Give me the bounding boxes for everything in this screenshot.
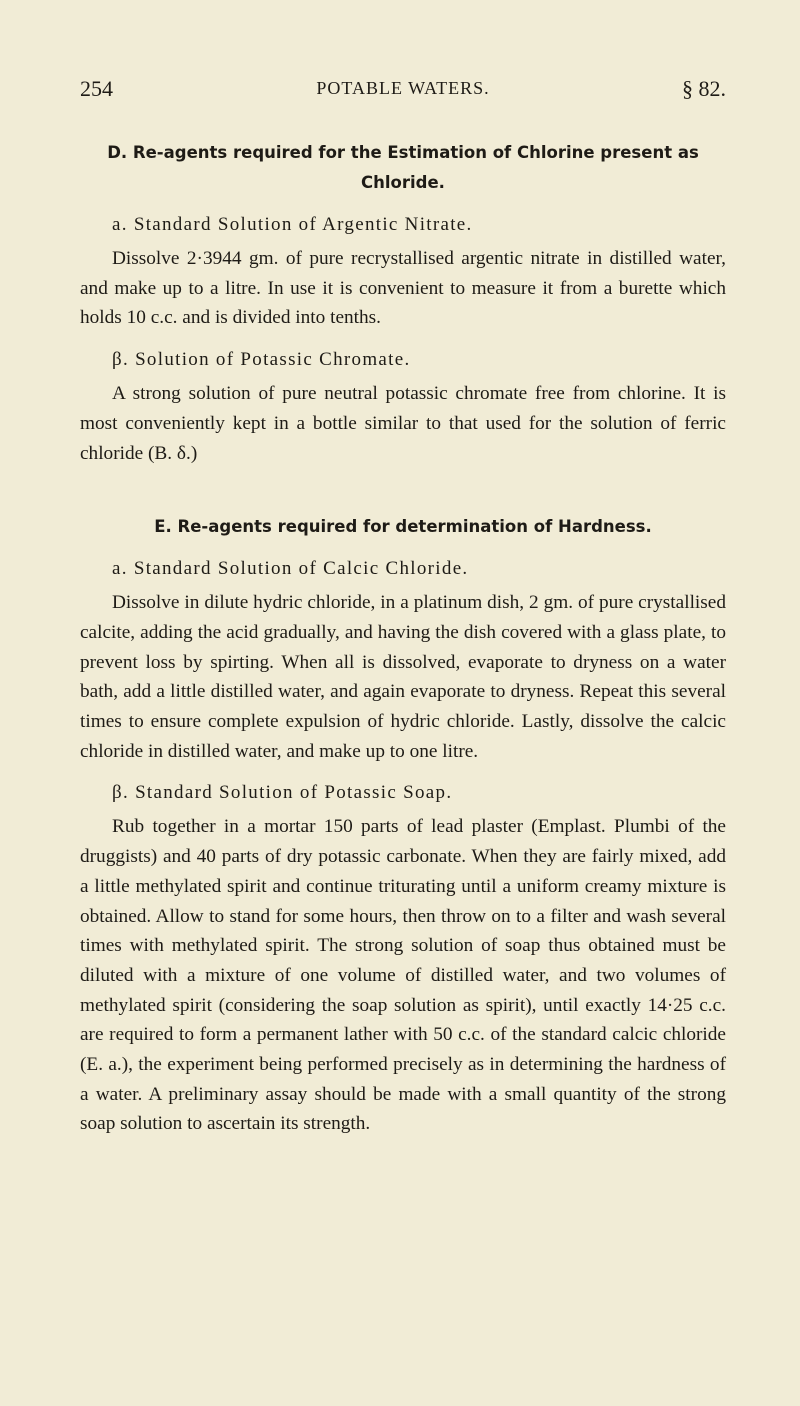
subheading-calcic-chloride: a. Standard Solution of Calcic Chloride. xyxy=(112,558,469,580)
subheading-potassic-chromate: β. Solution of Potassic Chromate. xyxy=(112,349,411,371)
section-number: § 82. xyxy=(682,76,726,101)
subheading-argentic-nitrate: a. Standard Solution of Argentic Nitrate. xyxy=(112,214,473,235)
paragraph-potassic-chromate: A strong solution of pure neutral potassic chromate free from chlorine. It is most conveniently kept in a bottle similar to that used for the solution of ferric chloride (B. δ.) xyxy=(80,383,726,464)
heading-chlorine-reagents: D. Re-agents required for the Estimation of Chlorine present as Chloride. xyxy=(107,143,699,192)
heading-hardness-reagents: E. Re-agents required for determination of Hardness. xyxy=(154,517,652,537)
section-gap xyxy=(80,468,726,512)
page-body xyxy=(80,138,726,1139)
paragraph-calcic-chloride: Dissolve in dilute hydric chloride, in a platinum dish, 2 gm. of pure crystallised calcite, adding the acid gradually, and having the dish covered with a glass plate, to prevent loss by spirting. When all is dissolved, evaporate to dryness on a water bath, add a little distilled water, and again evaporate to dryness. Repeat this several times to ensure complete expulsion of hydric chloride. Lastly, dissolve the calcic chloride in distilled water, and make up to one litre. xyxy=(80,592,726,762)
subheading-potassic-soap: β. Standard Solution of Potassic Soap. xyxy=(112,782,453,804)
running-title: POTABLE WATERS. xyxy=(316,78,490,98)
paragraph-potassic-soap: Rub together in a mortar 150 parts of lead plaster (Emplast. Plumbi of the druggists) and 40 parts of dry potassic carbonate. When they are fairly mixed, add a little methylated spirit and continue triturating until a uniform creamy mixture is obtained. Allow to stand for some hours, then throw on to a filter and wash several times with methylated spirit. The strong solution of soap thus obtained must be diluted with a mixture of one volume of distilled water, and two volumes of methylated spirit (considering the soap solution as spirit), until exactly 14·25 c.c. are required to form a permanent lather with 50 c.c. of the standard calcic chloride (E. a.), the experiment being performed precisely as in determining the hardness of a water. A preliminary assay should be made with a small quantity of the strong soap solution to ascertain its strength. xyxy=(80,816,726,1135)
running-head xyxy=(80,76,726,106)
paragraph-argentic-nitrate: Dissolve 2·3944 gm. of pure recrystallised argentic nitrate in distilled water, and make up to a litre. In use it is convenient to measure it from a burette which holds 10 c.c. and is divided into tenths. xyxy=(80,248,726,329)
page-number: 254 xyxy=(80,76,113,101)
